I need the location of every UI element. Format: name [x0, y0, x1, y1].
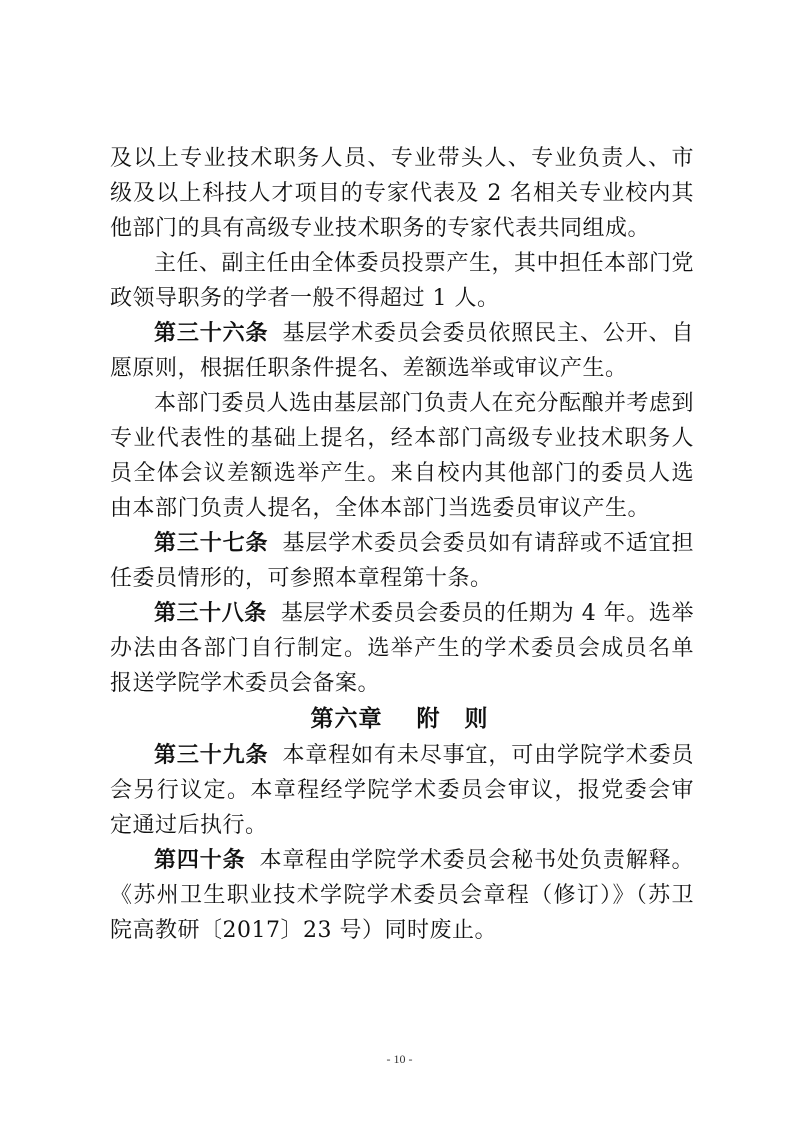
- article-37-paragraph: [110, 526, 694, 596]
- article-39-text: 本章程如有未尽事宜，可由学院学术委员会另行议定。本章程经学院学术委员会审议，报党委会审定通过后执行。: [110, 743, 694, 838]
- article-36-text: 基层学术委员会委员依照民主、公开、自愿原则，根据任职条件提名、差额选举或审议产生。: [110, 321, 694, 381]
- continuation-text: 及以上专业技术职务人员、专业带头人、专业负责人、市级及以上科技人才项目的专家代表及 2 名相关专业校内其他部门的具有高级专业技术职务的专家代表共同组成。: [110, 146, 694, 241]
- director-election-paragraph: [110, 246, 694, 316]
- continuation-paragraph: [110, 141, 694, 246]
- article-37-number: 第三十七条: [154, 531, 269, 556]
- chapter-number: 第六章: [310, 706, 383, 732]
- chapter-heading: [0, 700, 799, 733]
- article-36-paragraph: [110, 316, 694, 386]
- page-number: - 10 -: [386, 1052, 413, 1066]
- article-38-number: 第三十八条: [154, 601, 267, 626]
- article-36-number: 第三十六条: [154, 321, 269, 346]
- article-40-text: 本章程由学院学术委员会秘书处负责解释。《苏州卫生职业技术学院学术委员会章程（修订）》（苏卫院高教研〔2017〕23 号）同时废止。: [110, 848, 694, 943]
- article-39-paragraph: [110, 738, 694, 843]
- chapter-title: 附 则: [416, 706, 489, 732]
- article-40-number: 第四十条: [154, 848, 246, 873]
- article-40-paragraph: [110, 843, 694, 948]
- director-election-text: 主任、副主任由全体委员投票产生，其中担任本部门党政领导职务的学者一般不得超过 1 人。: [110, 251, 695, 311]
- section-after-chapter: [110, 738, 694, 948]
- candidate-nomination-text: 本部门委员人选由基层部门负责人在充分酝酿并考虑到专业代表性的基础上提名，经本部门高级专业技术职务人员全体会议差额选举产生。来自校内其他部门的委员人选由本部门负责人提名，全体本部门当选委员审议产生。: [110, 391, 695, 521]
- section-before-chapter: [110, 141, 694, 701]
- candidate-nomination-paragraph: [110, 386, 694, 526]
- article-39-number: 第三十九条: [154, 743, 269, 768]
- article-38-text: 基层学术委员会委员的任期为 4 年。选举办法由各部门自行制定。选举产生的学术委员会成员名单报送学院学术委员会备案。: [110, 601, 694, 696]
- article-37-text: 基层学术委员会委员如有请辞或不适宜担任委员情形的，可参照本章程第十条。: [110, 531, 694, 591]
- article-38-paragraph: [110, 596, 694, 701]
